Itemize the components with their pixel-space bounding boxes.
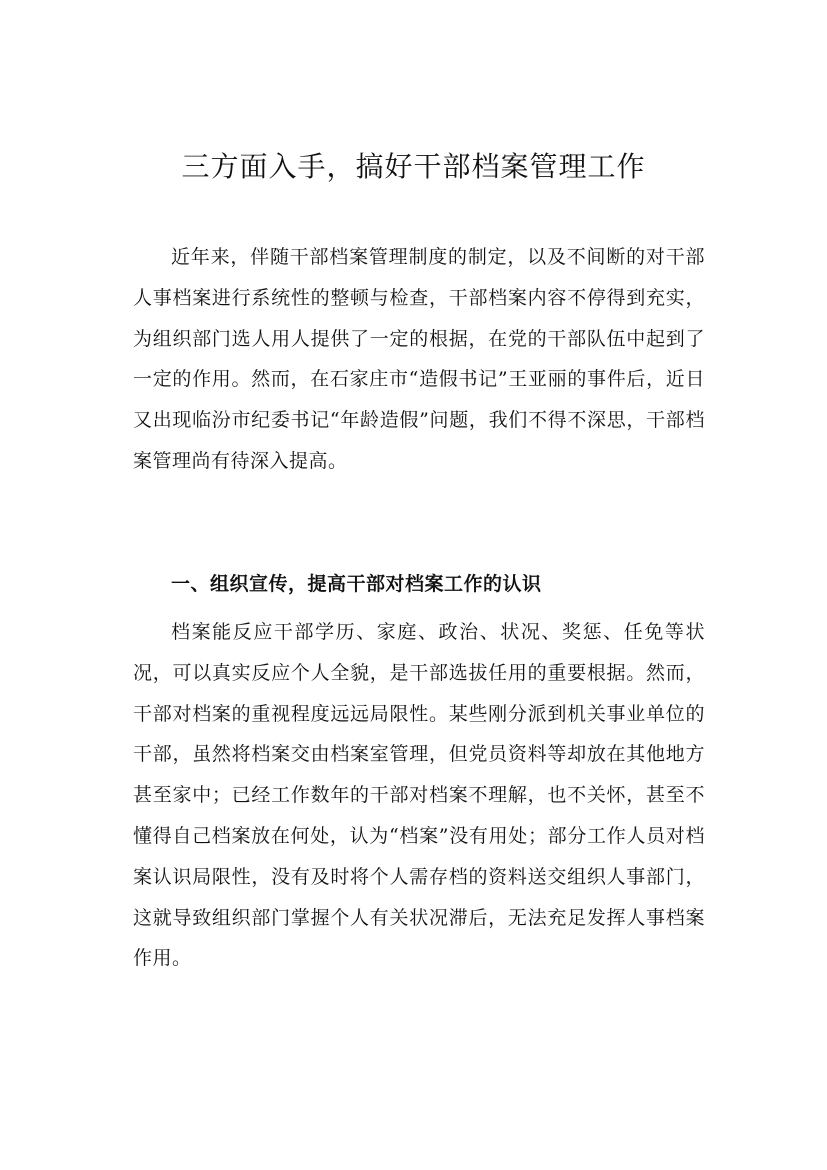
section-heading-1: 一、组织宣传，提高干部对档案工作的认识 (171, 573, 542, 595)
paragraph-text: 档案能反应干部学历、家庭、政治、状况、奖惩、任免等状况，可以真实反应个人全貌，是干部选拔任用的重要根据。然而，干部对档案的重视程度远远局限性。某些刚分派到机关事业单位的干部，虽然将档案交由档案室管理，但党员资料等却放在其他地方甚至家中；已经工作数年的干部对档案不理解，也不关怀，甚至不懂得自己档案放在何处，认为“档案”没有用处；部分工作人员对档案认识局限性，没有及时将个人需存档的资料送交组织人事部门，这就导致组织部门掌握个人有关状况滞后，无法充足发挥人事档案作用。 (133, 621, 705, 970)
body-paragraph-2 (133, 612, 705, 1052)
document-title: 三方面入手，搞好干部档案管理工作 (181, 150, 646, 183)
body-paragraph-1 (133, 237, 705, 567)
paragraph-text: 近年来，伴随干部档案管理制度的制定，以及不间断的对干部人事档案进行系统性的整顿与检查，干部档案内容不停得到充实，为组织部门选人用人提供了一定的根据，在党的干部队伍中起到了一定的作用。然而，在石家庄市“造假书记”王亚丽的事件后，近日又出现临汾市纪委书记“年龄造假”问题，我们不得不深思，干部档案管理尚有待深入提高。 (133, 246, 705, 472)
